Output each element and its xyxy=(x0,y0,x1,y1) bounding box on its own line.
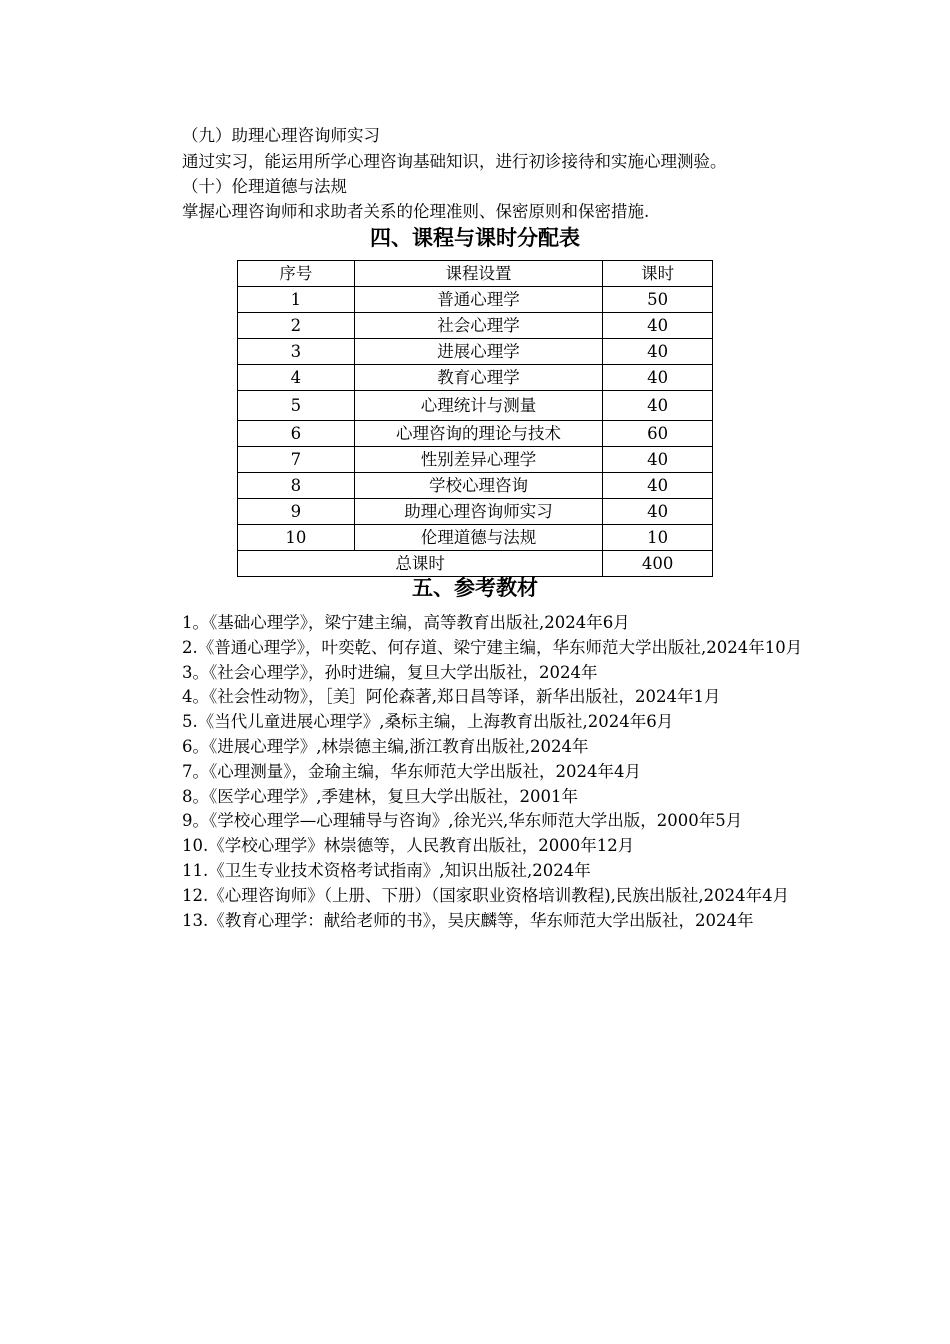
table-row xyxy=(238,391,713,421)
cell-index: 3 xyxy=(238,339,355,365)
list-item: 5.《当代儿童进展心理学》,桑标主编，上海教育出版社,2024年6月 xyxy=(182,712,674,732)
cell-hours: 40 xyxy=(603,365,713,391)
list-item: 1。《基础心理学》，梁宁建主编，高等教育出版社,2024年6月 xyxy=(182,613,630,632)
table-row xyxy=(238,339,713,365)
table-row xyxy=(238,421,713,447)
table-row xyxy=(238,499,713,525)
cell-hours: 40 xyxy=(603,313,713,339)
course-hours-table xyxy=(237,260,713,577)
item9-text: 通过实习，能运用所学心理咨询基础知识，进行初诊接待和实施心理测验。 xyxy=(182,152,727,171)
cell-index: 5 xyxy=(238,391,355,421)
list-item: 9。《学校心理学—心理辅导与咨询》,徐光兴,华东师范大学出版，2000年5月 xyxy=(182,811,743,831)
item10-title: （十）伦理道德与法规 xyxy=(182,177,347,196)
cell-course: 教育心理学 xyxy=(354,365,602,391)
cell-course: 心理统计与测量 xyxy=(354,391,602,421)
table-header-row xyxy=(238,261,713,287)
table-row xyxy=(238,447,713,473)
header-hours: 课时 xyxy=(603,261,713,287)
section5-heading: 五、参考教材 xyxy=(412,576,538,600)
cell-course: 伦理道德与法规 xyxy=(354,525,602,551)
list-item: 6。《进展心理学》,林崇德主编,浙江教育出版社,2024年 xyxy=(182,736,589,756)
cell-index: 1 xyxy=(238,287,355,313)
list-item: 10.《学校心理学》林崇德等，人民教育出版社，2000年12月 xyxy=(182,836,635,856)
cell-course: 学校心理咨询 xyxy=(354,473,602,499)
total-label: 总课时 xyxy=(238,551,603,577)
cell-index: 2 xyxy=(238,313,355,339)
cell-index: 4 xyxy=(238,365,355,391)
cell-hours: 40 xyxy=(603,447,713,473)
cell-index: 9 xyxy=(238,499,355,525)
list-item: 7。《心理测量》，金瑜主编，华东师范大学出版社，2024年4月 xyxy=(182,761,641,781)
cell-hours: 40 xyxy=(603,391,713,421)
list-item: 13.《教育心理学：献给老师的书》，吴庆麟等，华东师范大学出版社，2024年 xyxy=(182,910,754,930)
table-total-row xyxy=(238,551,713,577)
item9-title: （九）助理心理咨询师实习 xyxy=(182,126,380,145)
header-index: 序号 xyxy=(238,261,355,287)
list-item: 8。《医学心理学》,季建林，复旦大学出版社，2001年 xyxy=(182,786,578,806)
cell-hours: 50 xyxy=(603,287,713,313)
list-item: 4。《社会性动物》，［美］阿伦森著,郑日昌等译，新华出版社，2024年1月 xyxy=(182,687,721,707)
cell-course: 进展心理学 xyxy=(354,339,602,365)
list-item: 11.《卫生专业技术资格考试指南》,知识出版社,2024年 xyxy=(182,860,591,880)
item10-text: 掌握心理咨询师和求助者关系的伦理准则、保密原则和保密措施. xyxy=(182,202,650,221)
table-row xyxy=(238,473,713,499)
header-course: 课程设置 xyxy=(354,261,602,287)
cell-course: 心理咨询的理论与技术 xyxy=(354,421,602,447)
cell-index: 7 xyxy=(238,447,355,473)
reference-list xyxy=(145,611,813,933)
table-row xyxy=(238,287,713,313)
cell-hours: 60 xyxy=(603,421,713,447)
list-item: 2.《普通心理学》，叶奕乾、何存道、梁宁建主编，华东师范大学出版社,2024年10月 xyxy=(182,637,803,657)
cell-index: 10 xyxy=(238,525,355,551)
cell-hours: 40 xyxy=(603,499,713,525)
list-item: 3。《社会心理学》，孙时进编，复旦大学出版社，2024年 xyxy=(182,662,598,682)
table-row xyxy=(238,365,713,391)
table-row xyxy=(238,525,713,551)
list-item: 12.《心理咨询师》（上册、下册）（国家职业资格培训教程),民族出版社,2024年4月 xyxy=(182,885,790,905)
cell-course: 性别差异心理学 xyxy=(354,447,602,473)
cell-course: 社会心理学 xyxy=(354,313,602,339)
cell-hours: 40 xyxy=(603,339,713,365)
table-row xyxy=(238,313,713,339)
cell-course: 普通心理学 xyxy=(354,287,602,313)
total-value: 400 xyxy=(603,551,713,577)
cell-course: 助理心理咨询师实习 xyxy=(354,499,602,525)
cell-hours: 40 xyxy=(603,473,713,499)
cell-hours: 10 xyxy=(603,525,713,551)
section4-heading: 四、课程与课时分配表 xyxy=(370,226,580,250)
cell-index: 6 xyxy=(238,421,355,447)
cell-index: 8 xyxy=(238,473,355,499)
